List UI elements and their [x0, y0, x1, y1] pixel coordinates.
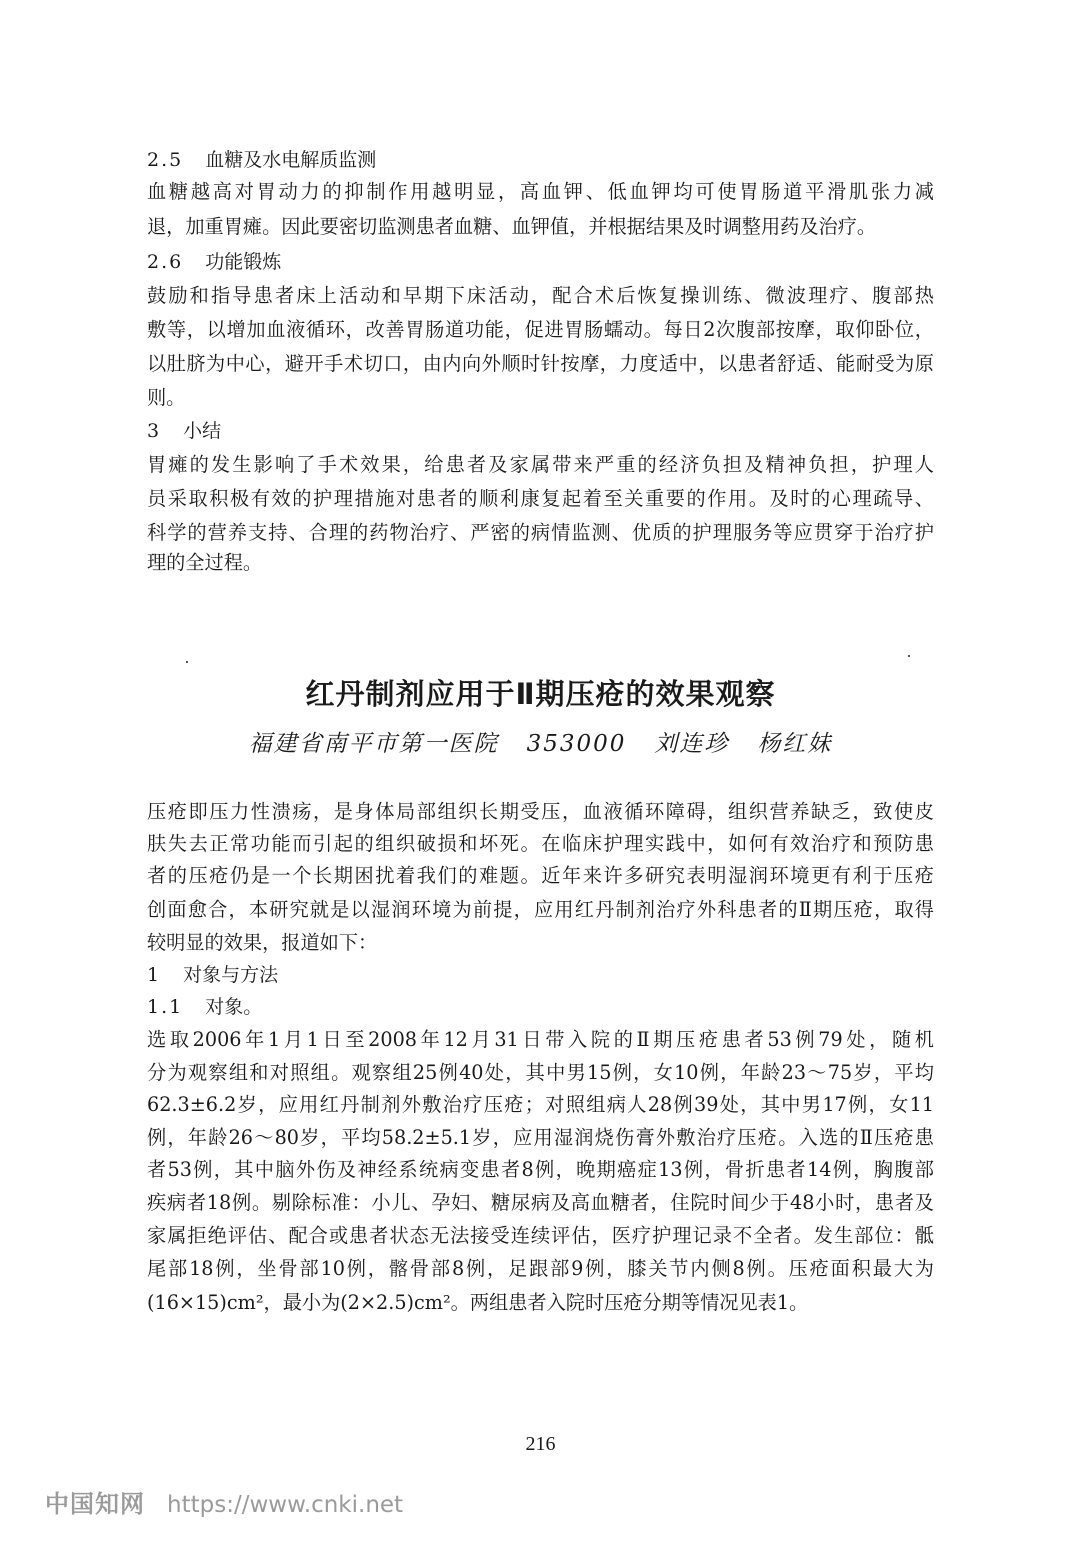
cnki-logo: 中国知网 [45, 1490, 145, 1518]
postcode: 353000 [526, 731, 627, 757]
paragraph-line: 鼓励和指导患者床上活动和早期下床活动，配合术后恢复操训练、微波理疗、腹部热 [147, 284, 934, 307]
section-title: 对象与方法 [183, 964, 279, 986]
section-title: 功能锻炼 [205, 251, 282, 273]
paragraph-line: 者53例，其中脑外伤及神经系统病变患者8例，晚期癌症13例，骨折患者14例，胸腹部 [147, 1158, 934, 1181]
section-heading-1-1 [147, 995, 262, 1019]
paragraph-line: 员采取积极有效的护理措施对患者的顺利康复起着至关重要的作用。及时的心理疏导、 [147, 487, 934, 510]
paragraph-line: 压疮即压力性溃疡，是身体局部组织长期受压，血液循环障碍，组织营养缺乏，致使皮 [147, 800, 934, 823]
watermark [45, 1484, 403, 1519]
paragraph-line: 尾部18例，坐骨部10例，髂骨部8例，足跟部9例，膝关节内侧8例。压疮面积最大为 [147, 1257, 934, 1280]
section-heading-2-5 [147, 148, 376, 172]
section-heading-1 [147, 963, 278, 987]
paragraph-line: 62.3±6.2岁，应用红丹制剂外敷治疗压疮；对照组病人28例39处，其中男17例，女11 [147, 1093, 934, 1116]
paragraph-line: 例，年龄26～80岁，平均58.2±5.1岁，应用湿润烧伤膏外敷治疗压疮。入选的Ⅱ压疮患 [147, 1126, 934, 1149]
section-title: 小结 [183, 420, 222, 442]
section-heading-3 [147, 419, 221, 443]
paragraph-line: 退，加重胃瘫。因此要密切监测患者血糖、血钾值，并根据结果及时调整用药及治疗。 [147, 215, 877, 238]
scan-speck [186, 661, 188, 663]
section-heading-2-6 [147, 250, 281, 274]
watermark-url[interactable]: https://www.cnki.net [167, 1492, 404, 1518]
author-name: 刘连珍 [654, 731, 730, 757]
section-number: 1.1 [147, 996, 184, 1018]
page-number: 216 [525, 1433, 556, 1455]
section-number: 2.6 [147, 251, 184, 273]
paragraph-line: 血糖越高对胃动力的抑制作用越明显，高血钾、低血钾均可使胃肠道平滑肌张力减 [147, 180, 934, 203]
paragraph-line: 科学的营养支持、合理的药物治疗、严密的病情监测、优质的护理服务等应贯穿于治疗护 [147, 521, 934, 544]
article-authors [0, 729, 1081, 759]
paragraph-line: 较明显的效果，报道如下： [147, 931, 378, 954]
author-name: 杨红妹 [757, 731, 833, 757]
paragraph-line: 疾病者18例。剔除标准：小儿、孕妇、糖尿病及高血糖者，住院时间少于48小时，患者及 [147, 1191, 934, 1214]
paragraph-line: 胃瘫的发生影响了手术效果，给患者及家属带来严重的经济负担及精神负担，护理人 [147, 453, 934, 476]
paragraph-line: 者的压疮仍是一个长期困扰着我们的难题。近年来许多研究表明湿润环境更有利于压疮 [147, 864, 934, 887]
section-title: 对象。 [205, 996, 263, 1018]
section-number: 3 [147, 420, 162, 442]
paragraph-line: 以肚脐为中心，避开手术切口，由内向外顺时针按摩，力度适中，以患者舒适、能耐受为原 [147, 352, 934, 375]
affiliation: 福建省南平市第一医院 [248, 731, 499, 757]
paragraph-line: 则。 [147, 386, 186, 409]
section-title: 血糖及水电解质监测 [205, 149, 377, 171]
paragraph-line: 理的全过程。 [147, 551, 263, 574]
paragraph-line: 选取2006年1月1日至2008年12月31日带入院的Ⅱ期压疮患者53例79处，随机 [147, 1028, 934, 1051]
scan-speck [908, 655, 910, 657]
paragraph-line: 分为观察组和对照组。观察组25例40处，其中男15例，女10例，年龄23～75岁，平均 [147, 1061, 934, 1084]
paragraph-line: 家属拒绝评估、配合或患者状态无法接受连续评估，医疗护理记录不全者。发生部位：骶 [147, 1224, 934, 1247]
section-number: 2.5 [147, 149, 184, 171]
paragraph-line: 肤失去正常功能而引起的组织破损和坏死。在临床护理实践中，如何有效治疗和预防患 [147, 832, 934, 855]
article-title: 红丹制剂应用于Ⅱ期压疮的效果观察 [305, 677, 776, 711]
section-number: 1 [147, 964, 162, 986]
paragraph-line: 敷等，以增加血液循环，改善胃肠道功能，促进胃肠蠕动。每日2次腹部按摩，取仰卧位， [147, 318, 934, 341]
paragraph-line: 创面愈合，本研究就是以湿润环境为前提，应用红丹制剂治疗外科患者的Ⅱ期压疮，取得 [147, 898, 934, 921]
paragraph-line: (16×15)cm²，最小为(2×2.5)cm²。两组患者入院时压疮分期等情况见表1。 [147, 1291, 809, 1314]
